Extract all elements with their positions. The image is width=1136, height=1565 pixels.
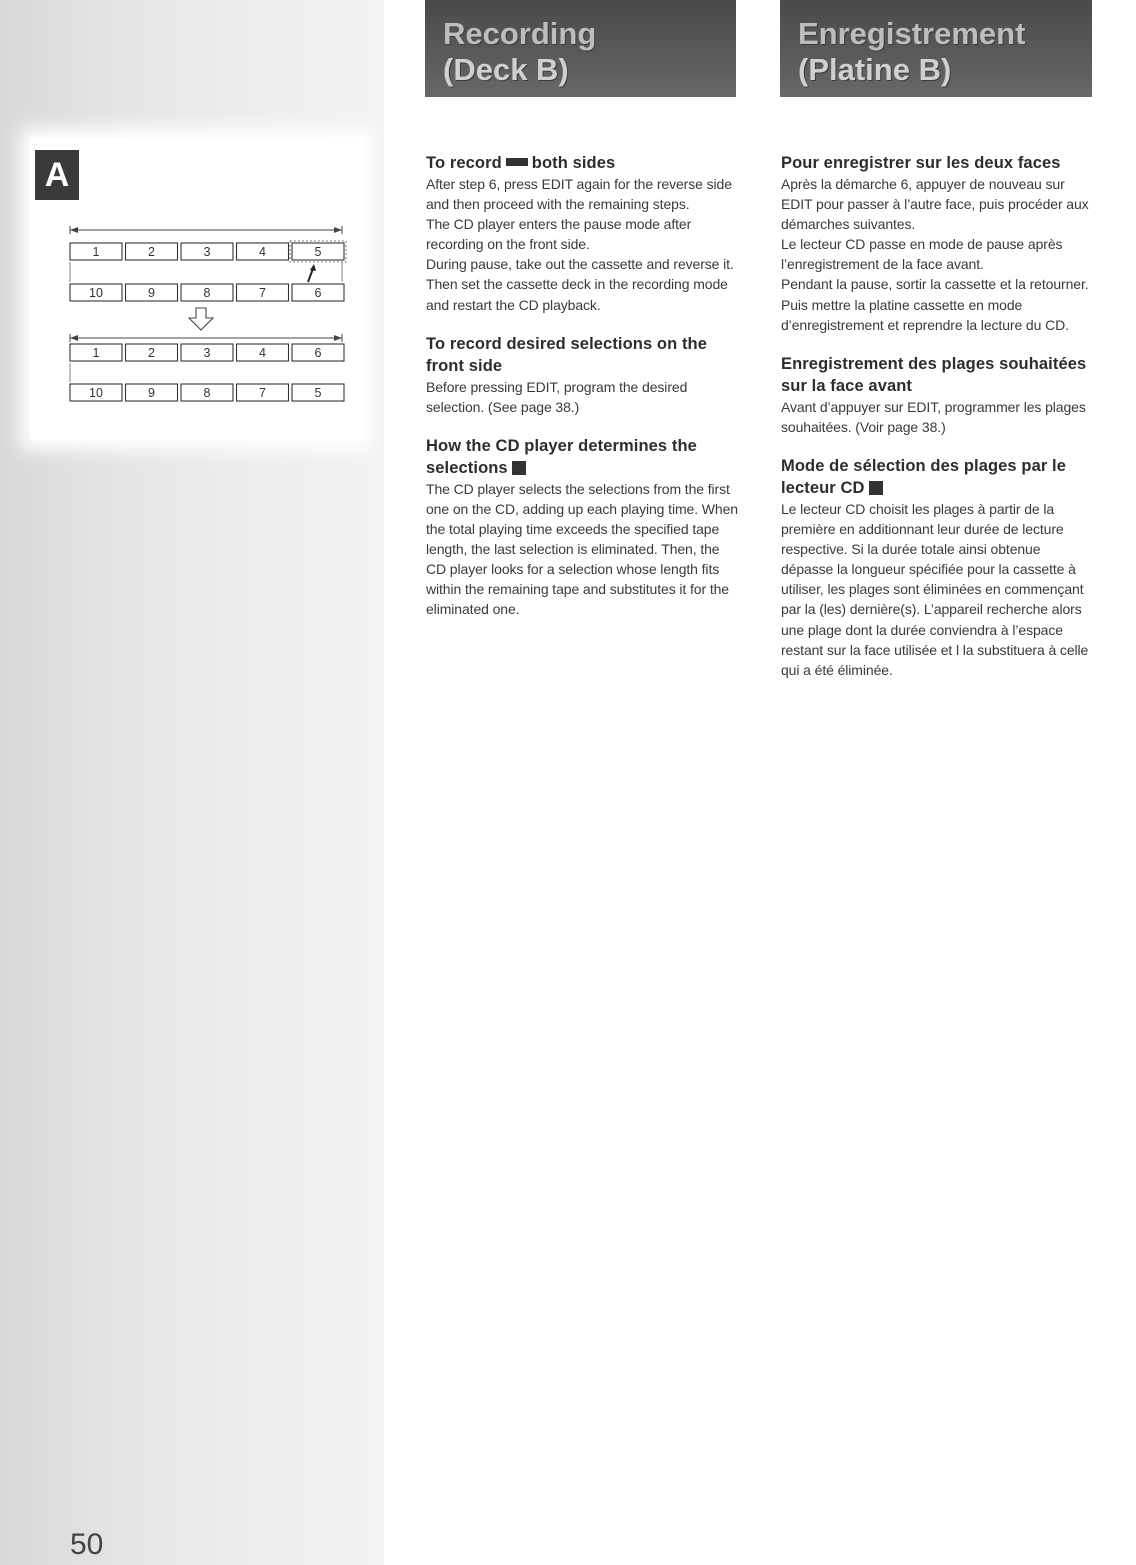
section-heading: Enregistrement des plages souhaitées sur la face avant [781, 354, 1087, 395]
track-number: 1 [92, 346, 100, 360]
french-column [781, 152, 1093, 698]
span-arrow-head [334, 335, 342, 341]
track-number: 5 [314, 245, 322, 259]
section-body: The CD player enters the pause mode after recording on the front side. [426, 216, 692, 253]
track-number: 4 [259, 245, 266, 259]
section-body: The CD player selects the selections from the first one on the CD, adding up each playing time. When the total playing time exceeds the specified tape length, the last selection is eliminated. Then, the CD player looks for a selection whose length fits within the remaining tape and substitutes it for the eliminated one. [426, 480, 738, 618]
track-number: 6 [314, 346, 322, 360]
figure-reference-icon [869, 481, 883, 495]
section-body: During pause, take out the cassette and reverse it. Then set the cassette deck in the recording mode and restart the CD playback. [426, 256, 734, 313]
section-heading: Pour enregistrer sur les deux faces [781, 154, 1061, 172]
title-banner-french [780, 0, 1092, 97]
down-arrow-icon [189, 308, 213, 330]
track-number: 8 [203, 286, 211, 300]
track-number: 10 [89, 286, 103, 300]
swap-arrow-head [310, 264, 316, 271]
section-body: After step 6, press EDIT again for the reverse side and then proceed with the remaining steps. [426, 176, 732, 213]
track-number: 5 [314, 386, 322, 400]
track-number: 10 [89, 386, 103, 400]
section-heading: Mode de sélection des plages par le lecteur CD [781, 456, 1067, 497]
span-arrow-head [334, 227, 342, 233]
track-number: 7 [259, 286, 266, 300]
tape-direction-icon [506, 158, 528, 166]
section-mode-selection [781, 455, 1093, 680]
section-body: Pendant la pause, sortir la cassette et la retourner. Puis mettre la platine cassette en mode d’enregistrement et reprendre la lecture du CD. [781, 276, 1089, 333]
section-how-selections-determined [426, 435, 738, 620]
page-number: 50 [70, 1528, 104, 1561]
section-record-both-sides [426, 152, 738, 315]
track-number: 4 [259, 346, 266, 360]
figure-reference-icon [512, 461, 526, 475]
section-body: Avant d’appuyer sur EDIT, programmer les plages souhaitées. (Voir page 38.) [781, 398, 1086, 435]
span-arrow-head [70, 227, 78, 233]
track-number: 1 [92, 245, 100, 259]
track-number: 3 [203, 245, 211, 259]
track-order-diagram [62, 222, 352, 412]
section-body: Après la démarche 6, appuyer de nouveau sur EDIT pour passer à l’autre face, puis procéder aux démarches suivantes. [781, 176, 1089, 233]
section-body: Le lecteur CD passe en mode de pause après l’enregistrement de la face avant. [781, 236, 1063, 273]
track-number: 8 [203, 386, 211, 400]
track-number: 9 [148, 286, 155, 300]
track-number: 2 [148, 245, 155, 259]
title-french-line2: (Platine B) [798, 52, 952, 87]
span-arrow-head [70, 335, 78, 341]
title-english-line2: (Deck B) [443, 52, 569, 87]
track-number: 6 [314, 286, 322, 300]
section-body: Before pressing EDIT, program the desired selection. (See page 38.) [426, 378, 688, 415]
track-number: 9 [148, 386, 155, 400]
figure-label-badge: A [35, 150, 79, 200]
section-heading: How the CD player determines the selections [426, 436, 697, 477]
title-french-line1: Enregistrement [798, 16, 1026, 51]
title-english-line1: Recording [443, 16, 597, 51]
section-plages-souhaitees [781, 353, 1093, 437]
section-heading: To record desired selections on the front side [426, 334, 708, 375]
track-number: 2 [148, 346, 155, 360]
section-enregistrer-deux-faces [781, 152, 1093, 335]
section-heading: To record both sides [426, 154, 616, 172]
track-number: 3 [203, 346, 211, 360]
section-record-desired-selections [426, 333, 738, 417]
title-banner-english [425, 0, 736, 97]
section-body: Le lecteur CD choisit les plages à partir de la première en additionnant leur durée de lecture respective. Si la durée totale ainsi obtenue dépasse la longueur spécifiée pour la cassette à utiliser, les plages sont éliminées en commençant par la (les) dernière(s). L’appareil recherche alors une plage dont la durée conviendra à l’espace restant sur la face utilisée et l la substituera à celle qui a été éliminée. [781, 500, 1089, 678]
english-column [426, 152, 738, 638]
track-number: 7 [259, 386, 266, 400]
